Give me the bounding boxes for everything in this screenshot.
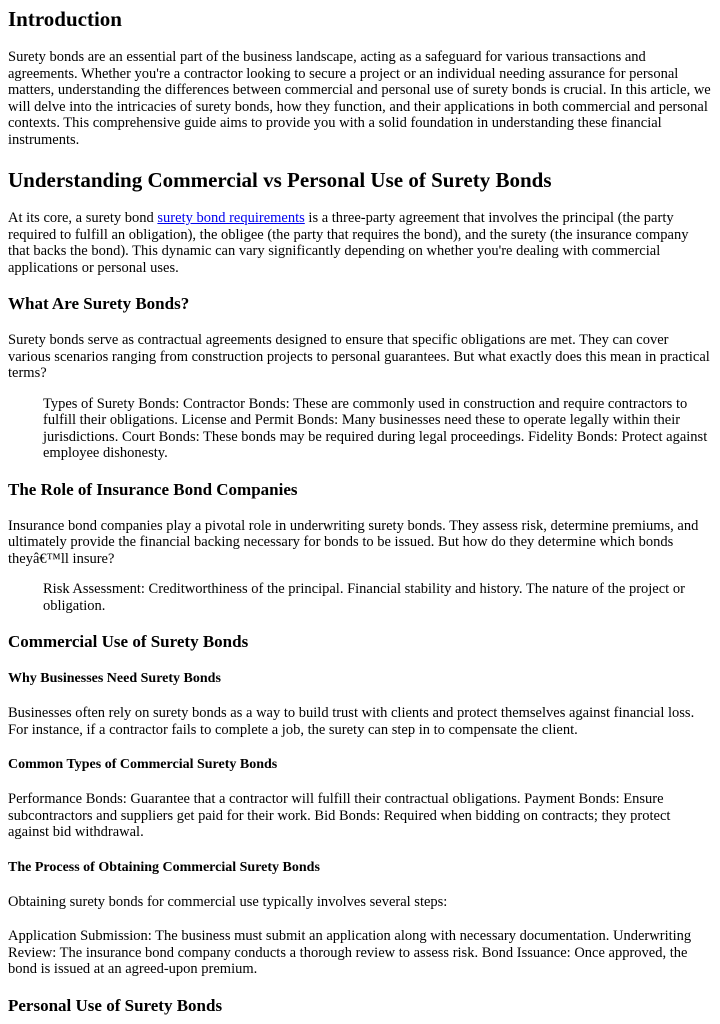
article — [0, 7, 720, 1016]
what-are-heading: What Are Surety Bonds? — [8, 294, 190, 313]
understanding-text-after-link: is a three-party agreement that involves the principal (the party required to fulfill an obligation), the obligee (the party that requires the bond), and the surety (the insurance company that backs the bond). This dynamic can vary significantly depending on whether you're dealing with commercial applications or personal uses. — [8, 210, 689, 276]
understanding-heading: Understanding Commercial vs Personal Use of Surety Bonds — [8, 168, 552, 192]
understanding-text-before-link: At its core, a surety bond — [8, 210, 158, 226]
understanding-paragraph — [8, 210, 712, 276]
process-paragraph-intro: Obtaining surety bonds for commercial use typically involves several steps: — [8, 893, 448, 910]
role-heading: The Role of Insurance Bond Companies — [8, 479, 298, 499]
why-businesses-paragraph: Businesses often rely on surety bonds as a way to build trust with clients and protect themselves against financial loss. For instance, if a contractor fails to complete a job, the surety can step in to compensate the client. — [8, 705, 695, 738]
intro-heading: Introduction — [8, 7, 122, 31]
common-types-paragraph: Performance Bonds: Guarantee that a contractor will fulfill their contractual obligations. Payment Bonds: Ensure subcontractors and suppliers get paid for their work. Bid Bonds: Required when bidding on contracts; they protect against bid withdrawal. — [8, 791, 671, 840]
commercial-heading: Commercial Use of Surety Bonds — [8, 632, 249, 651]
common-types-heading: Common Types of Commercial Surety Bonds — [8, 757, 278, 772]
personal-heading: Personal Use of Surety Bonds — [8, 995, 223, 1015]
risk-assessment-quote: Risk Assessment: Creditworthiness of the principal. Financial stability and history. The nature of the project or obligation. — [43, 581, 685, 614]
why-businesses-heading: Why Businesses Need Surety Bonds — [8, 671, 221, 686]
process-paragraph-steps: Application Submission: The business must submit an application along with necessary documentation. Underwriting Review: The insurance bond company conducts a thorough review to assess risk. Bond Issuance: Once approved, the bond is issued at an agreed-upon premium. — [8, 928, 692, 977]
what-are-paragraph: Surety bonds serve as contractual agreements designed to ensure that specific obligations are met. They can cover various scenarios ranging from construction projects to personal guarantees. But what exactly does this mean in practical terms? — [8, 332, 710, 381]
types-of-bonds-quote: Types of Surety Bonds: Contractor Bonds: These are commonly used in construction and require contractors to fulfill their obligations. License and Permit Bonds: Many businesses need these to operate legally within their jurisdictions. Court Bonds: These bonds may be required during legal proceedings. Fidelity Bonds: Protect against employee dishonesty. — [43, 395, 708, 461]
intro-paragraph: Surety bonds are an essential part of the business landscape, acting as a safeguard for various transactions and agreements. Whether you're a contractor looking to secure a project or an individual needing assurance for personal matters, understanding the differences between commercial and personal use of surety bonds is crucial. In this article, we will delve into the intricacies of surety bonds, how they function, and their applications in both commercial and personal contexts. This comprehensive guide aims to provide you with a solid foundation in understanding these financial instruments. — [8, 49, 711, 148]
process-heading: The Process of Obtaining Commercial Surety Bonds — [8, 859, 320, 875]
role-paragraph: Insurance bond companies play a pivotal role in underwriting surety bonds. They assess risk, determine premiums, and ultimately provide the financial backing necessary for bonds to be issued. But how do they determine which bonds theyâ€™ll insure? — [8, 517, 699, 567]
surety-bond-requirements-link[interactable]: surety bond requirements — [157, 210, 305, 226]
